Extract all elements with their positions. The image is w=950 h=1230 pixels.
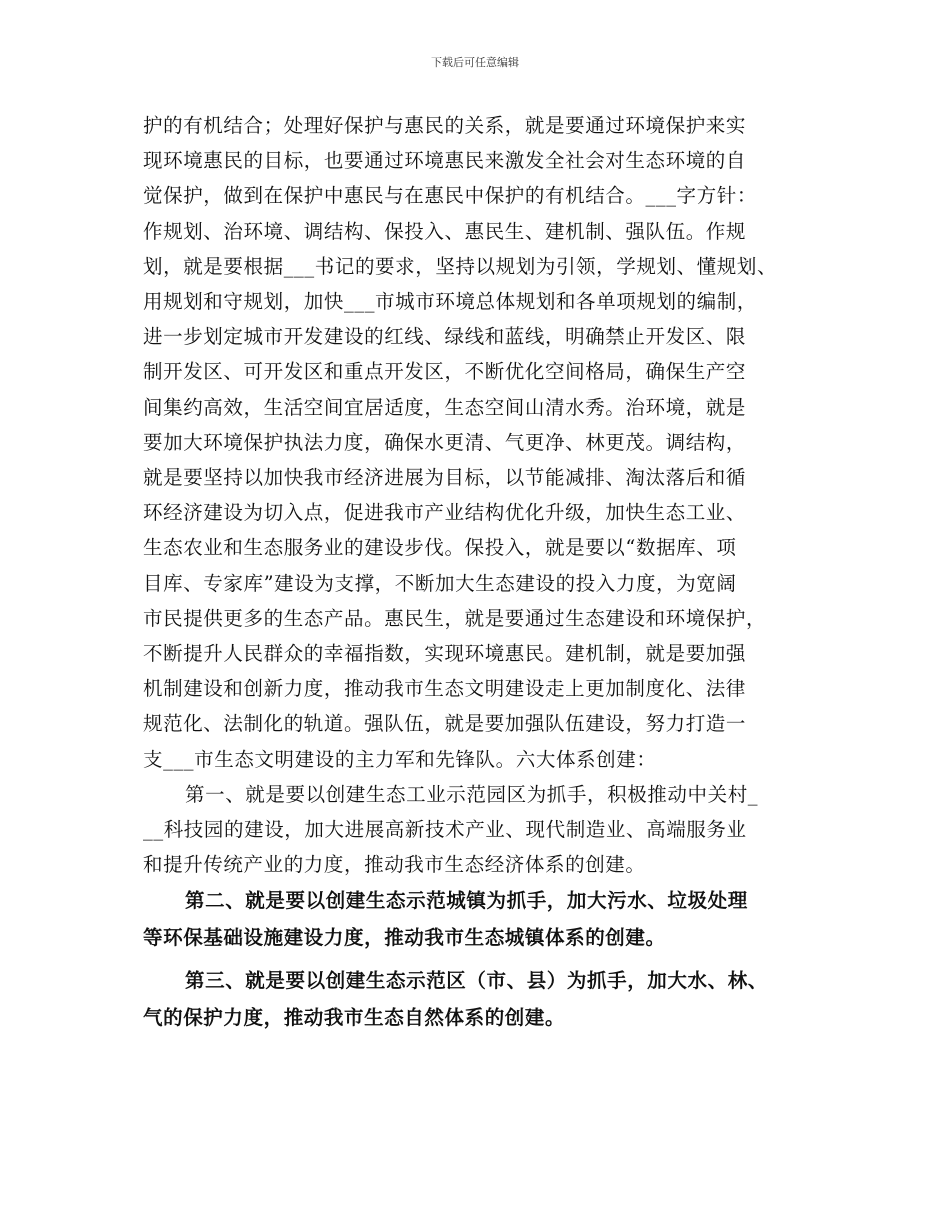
text-line: 觉保护，做到在保护中惠民与在惠民中保护的有机结合。___字方针： — [143, 184, 757, 208]
document-body — [143, 108, 815, 1036]
text-line: 气的保护力度，推动我市生态自然体系的创建。 — [143, 1006, 566, 1030]
text-line: 划，就是要根据___书记的要求，坚持以规划为引领，学规划、懂规划、 — [143, 254, 778, 278]
text-line: 目库、专家库”建设为支撑，不断加大生态建设的投入力度，为宽阔 — [143, 571, 737, 595]
text-line: 要加大环境保护执法力度，确保水更清、气更净、林更茂。调结构， — [143, 430, 747, 454]
text-line: 间集约高效，生活空间宜居适度，生态空间山清水秀。治环境，就是 — [143, 395, 747, 419]
text-line: 作规划、治环境、调结构、保投入、惠民生、建机制、强队伍。作规 — [143, 219, 747, 243]
text-line: 生态农业和生态服务业的建设步伐。保投入，就是要以“数据库、项 — [143, 536, 737, 560]
text-line: 第二、就是要以创建生态示范城镇为抓手，加大污水、垃圾处理 — [185, 889, 748, 913]
text-line: 第一、就是要以创建生态工业示范园区为抓手，积极推动中关村_ — [185, 782, 759, 806]
text-line: 用规划和守规划，加快___市城市环境总体规划和各单项规划的编制， — [143, 290, 757, 314]
text-line: 不断提升人民群众的幸福指数，实现环境惠民。建机制，就是要加强 — [143, 642, 747, 666]
text-line: 支___市生态文明建设的主力军和先锋队。六大体系创建： — [143, 747, 657, 771]
text-line: 进一步划定城市开发建设的红线、绿线和蓝线，明确禁止开发区、限 — [143, 325, 747, 349]
text-line: 现环境惠民的目标，也要通过环境惠民来激发全社会对生态环境的自 — [143, 149, 747, 173]
text-line: 制开发区、可开发区和重点开发区，不断优化空间格局，确保生产空 — [143, 360, 747, 384]
text-line: 就是要坚持以加快我市经济进展为目标，以节能减排、淘汰落后和循 — [143, 466, 747, 490]
text-line: __科技园的建设，加大进展高新技术产业、现代制造业、高端服务业 — [143, 818, 747, 842]
text-line: 护的有机结合；处理好保护与惠民的关系，就是要通过环境保护来实 — [143, 114, 747, 137]
text-line: 和提升传统产业的力度，推动我市生态经济体系的创建。 — [143, 853, 646, 877]
paragraph-principles — [143, 108, 815, 777]
paragraph-third-system — [143, 962, 815, 1036]
text-line: 市民提供更多的生态产品。惠民生，就是要通过生态建设和环境保护， — [143, 606, 767, 630]
page-header: 下载后可任意编辑 — [431, 56, 519, 69]
text-line: 规范化、法制化的轨道。强队伍，就是要加强队伍建设，努力打造一 — [143, 712, 747, 736]
paragraph-second-system — [143, 882, 815, 956]
text-line: 等环保基础设施建设力度，推动我市生态城镇体系的创建。 — [143, 926, 666, 950]
text-line: 机制建设和创新力度，推动我市生态文明建设走上更加制度化、法律 — [143, 677, 747, 701]
text-line: 第三、就是要以创建生态示范区（市、县）为抓手，加大水、林、 — [185, 969, 768, 993]
paragraph-first-system — [143, 777, 815, 883]
text-line: 环经济建设为切入点，促进我市产业结构优化升级，加快生态工业、 — [143, 501, 747, 525]
